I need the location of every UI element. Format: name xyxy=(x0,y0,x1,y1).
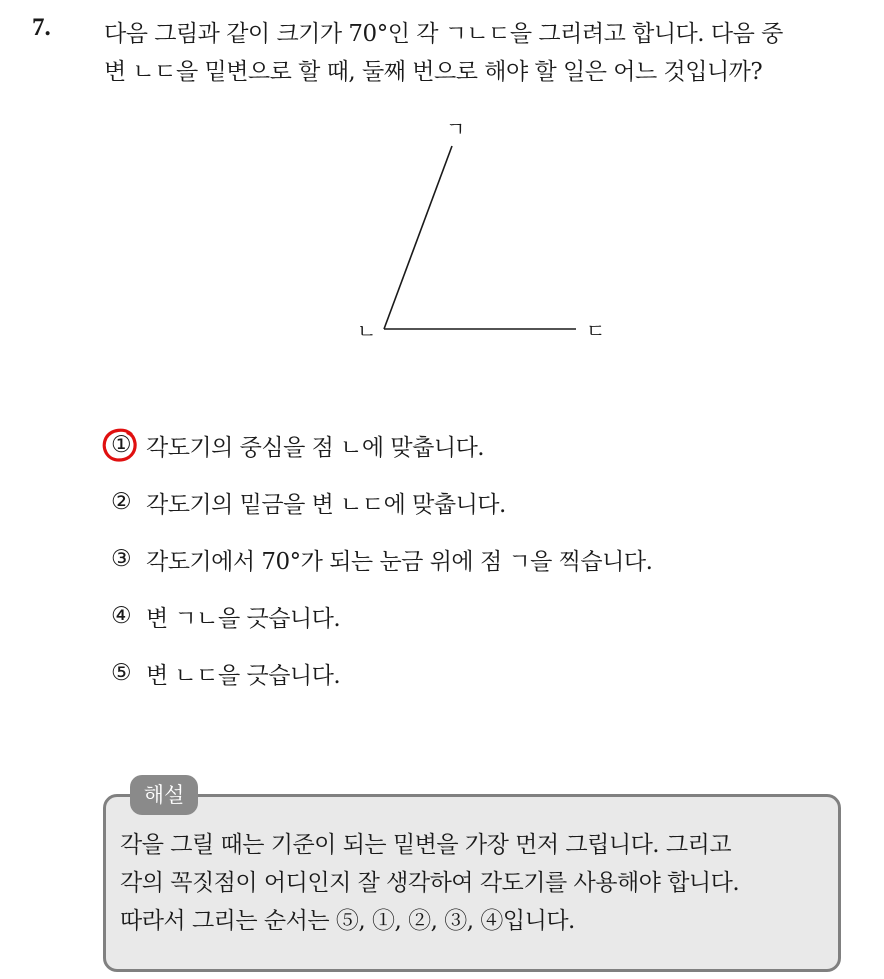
solution-line: 각의 꼭짓점이 어디인지 잘 생각하여 각도기를 사용해야 합니다. xyxy=(120,870,740,896)
choice-4[interactable] xyxy=(104,596,652,636)
choice-mark: ① xyxy=(104,432,138,458)
choice-2[interactable] xyxy=(104,482,652,522)
question-text xyxy=(104,15,874,91)
vertex-label-top: ㄱ xyxy=(446,117,466,141)
solution-line: 따라서 그리는 순서는 ⑤, ①, ②, ③, ④입니다. xyxy=(120,908,575,934)
choice-1[interactable] xyxy=(104,425,652,465)
choice-text: 변 ㄱㄴ을 긋습니다. xyxy=(146,605,341,632)
question-line: 다음 그림과 같이 크기가 70°인 각 ㄱㄴㄷ을 그리려고 합니다. 다음 중 xyxy=(104,21,783,47)
choice-text: 각도기의 밑금을 변 ㄴㄷ에 맞춥니다. xyxy=(146,491,506,518)
angle-figure xyxy=(340,112,630,352)
choice-text: 각도기에서 70°가 되는 눈금 위에 점 ㄱ을 찍습니다. xyxy=(146,548,653,575)
question-line: 변 ㄴㄷ을 밑변으로 할 때, 둘째 번으로 해야 할 일은 어느 것입니까? xyxy=(104,59,763,85)
choice-mark: ② xyxy=(110,489,132,515)
choice-5[interactable] xyxy=(104,653,652,693)
choice-3[interactable] xyxy=(104,539,652,579)
choice-mark: ⑤ xyxy=(110,660,132,686)
choice-text: 변 ㄴㄷ을 긋습니다. xyxy=(146,662,341,689)
choice-mark: ④ xyxy=(110,603,132,629)
vertex-label-right: ㄷ xyxy=(586,319,606,343)
question-number: 7. xyxy=(32,14,51,41)
vertex-label-corner: ㄴ xyxy=(357,319,377,343)
choice-text: 각도기의 중심을 점 ㄴ에 맞춥니다. xyxy=(146,434,485,461)
ray-top xyxy=(384,146,452,329)
solution-text xyxy=(120,826,840,940)
solution-line: 각을 그릴 때는 기준이 되는 밑변을 가장 먼저 그립니다. 그리고 xyxy=(120,832,732,858)
choice-mark: ③ xyxy=(110,546,132,572)
solution-tag: 해설 xyxy=(130,775,198,815)
choice-list xyxy=(104,425,652,710)
